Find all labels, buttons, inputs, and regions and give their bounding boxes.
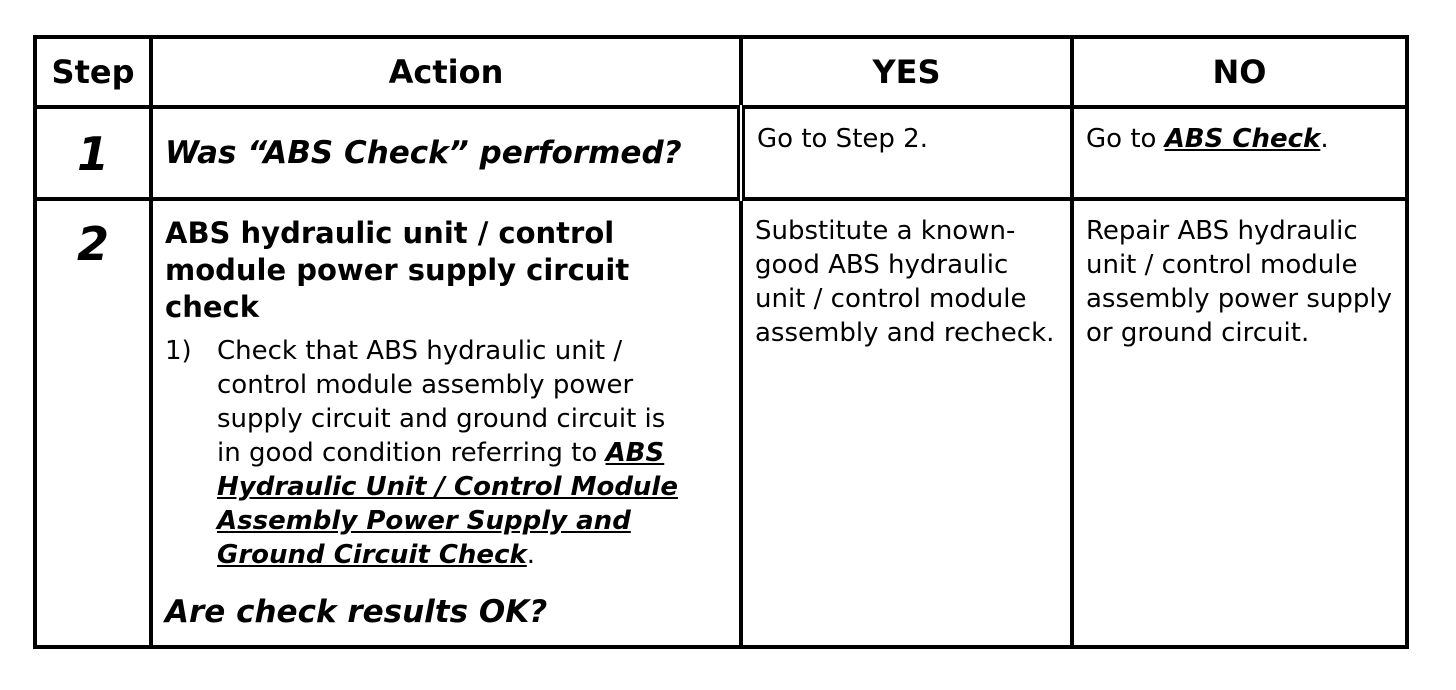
action-cell bbox=[151, 199, 741, 647]
power-supply-check-link[interactable]: ABS Hydraulic Unit / Control Module Assembly Power Supply and Ground Circuit Check bbox=[217, 438, 678, 570]
step-cell bbox=[35, 107, 151, 199]
no-prefix: Go to bbox=[1086, 124, 1165, 154]
yes-cell bbox=[741, 199, 1072, 647]
diagnostic-table bbox=[33, 35, 1409, 649]
yes-text: Substitute a known-good ABS hydraulic unit / control module assembly and recheck. bbox=[755, 216, 1055, 348]
header-yes: YES bbox=[741, 37, 1072, 107]
abs-check-link[interactable]: ABS Check bbox=[1164, 124, 1321, 154]
header-step: Step bbox=[35, 37, 151, 107]
header-action: Action bbox=[151, 37, 741, 107]
table-header-row bbox=[35, 37, 1407, 107]
list-text: Check that ABS hydraulic unit / control module assembly power supply circuit and ground circuit is in good condition referring to bbox=[217, 336, 666, 468]
header-no: NO bbox=[1072, 37, 1407, 107]
list-suffix: . bbox=[526, 540, 536, 570]
list-number: 1) bbox=[165, 336, 192, 366]
action-prompt: Are check results OK? bbox=[165, 594, 548, 630]
no-suffix: . bbox=[1320, 124, 1329, 154]
table-row bbox=[35, 199, 1407, 647]
action-cell bbox=[151, 107, 741, 199]
step-number: 2 bbox=[76, 217, 109, 271]
action-question: Was “ABS Check” performed? bbox=[165, 134, 682, 171]
list-body bbox=[217, 334, 727, 572]
no-cell bbox=[1072, 199, 1407, 647]
table-row bbox=[35, 107, 1407, 199]
action-list-item bbox=[165, 334, 727, 572]
step-cell bbox=[35, 199, 151, 647]
no-text: Repair ABS hydraulic unit / control module assembly power supply or ground circuit. bbox=[1086, 216, 1392, 348]
yes-text: Go to Step 2. bbox=[757, 124, 928, 154]
step-number: 1 bbox=[76, 127, 109, 181]
no-cell bbox=[1072, 107, 1407, 199]
action-title: ABS hydraulic unit / control module power supply circuit check bbox=[165, 216, 630, 324]
yes-cell bbox=[741, 107, 1072, 199]
